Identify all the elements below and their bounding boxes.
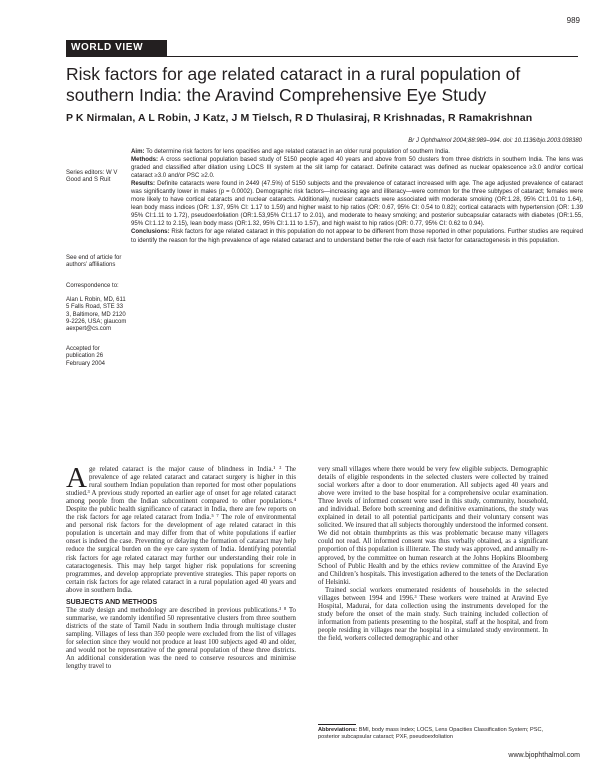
abstract	[131, 148, 583, 245]
body-paragraph: very small villages where there would be very few eligible subjects. Demographic details of eligible respondents in the selected clusters were collected by trained social workers after a door to door enumeration. All subjects aged 40 years and above were invited to the base hospital for a comprehensive ocular examination. Three levels of informed consent were used in this study, community, household, and individual. Before both screening and definitive examinations, the study was explained in detail to all potential participants and their voluntary consent was solicited. We insured that all subjects thoroughly understood the informed consent. We did not obtain thumbprints as this was problematic because many villagers could not read. All informed consent was thus verbally obtained, as a significant proportion of this population is illiterate. The study was approved, and annually re-approved, by the committee on human research at the Johns Hopkins Bloomberg School of Public Health and by the ethics review committee of the Aravind Eye and Children’s hospitals. This investigation adhered to the tenets of the Declaration of Helsinki.	[318, 466, 548, 586]
abstract-methods-label: Methods:	[131, 156, 159, 164]
correspondence-address: Alan L Robin, MD, 6115 Falls Road, STE 333, Baltimore, MD 21209-2226, USA; glaucomaexpert@cs.com	[66, 297, 127, 333]
methods-paragraph: The study design and methodology are described in previous publications.³ ⁸ To summarise, we randomly identified 50 representative clusters from three southern districts of the state of Tamil Nadu in southern India through multistage cluster sampling. Villages of less than 350 people were excluded from the list of villages for selection since they would not produce at least 100 subjects aged 40 and older, and would not be representative of the general population of these three districts. An additional consideration was the need to conserve resources and minimise lengthy travel to	[66, 606, 296, 671]
abbreviations-text: BMI, body mass index; LOCS, Lens Opacities Classification System; PSC, posterior subcapsular cataract; PXF, pseudoexfoliation	[318, 727, 544, 740]
citation-line: Br J Ophthalmol 2004;88:989–994. doi: 10.1136/bjo.2003.038380	[408, 138, 582, 144]
section-heading: SUBJECTS AND METHODS	[66, 598, 158, 606]
abstract-results-label: Results:	[131, 180, 156, 188]
author-list: P K Nirmalan, A L Robin, J Katz, J M Tielsch, R D Thulasiraj, R Krishnadas, R Ramakrishnan	[66, 112, 533, 124]
abstract-conclusions: Risk factors for age related cataract in this population do not appear to be different from those reported in other populations. Further studies are required to identify the reason for the high prevalence of age related cataract and to understand better the role of each risk factor for cataractogenesis in this population.	[131, 228, 583, 244]
abstract-results: Definite cataracts were found in 2449 (47.5%) of 5150 subjects and the prevalence of cataract increased with age. The age adjusted prevalence of cataract was significantly lower in males (p = 0.0002). Demographic risk factors—increasing age and illiteracy—were common for the three subtypes of cataract; females were more likely to have cortical cataracts and nuclear cataracts. Additionally, nuclear cataracts were associated with moderate smoking (OR:1.28, 95% CI:1.01 to 1.64), lean body mass indices (OR: 1.37, 95% CI: 1.17 to 1.59) and higher waist to hip ratios (OR: 0.67, 95% CI: 0.54 to 0.82); cortical cataracts with hypertension (OR: 1.39 95% CI:1.11 to 1.72), pseudoexfoliation (OR:1.53,95% CI:1.17 to 2.01), and moderate to heavy smoking; and posterior subcapsular cataracts with diabetes (OR:1.55, 95% CI:1.12 to 2.15), lean body mass (OR:1.32, 95% CI:1.11 to 1.57), and high waist to hip ratios (OR: 0.77, 95% CI: 0.62 to 0.94).	[131, 180, 583, 228]
affiliations-note: See end of article for authors’ affiliations	[66, 255, 122, 269]
intro-paragraph: ge related cataract is the major cause of blindness in India.¹ ² The prevalence of age related cataract and cataract surgery is higher in this rural southern Indian population than reported for most other populations studied.³ A previous study reported an earlier age of onset for age related cataract among people from the Indian subcontinent compared to other populations.⁴ Despite the public health significance of cataract in India, there are few reports on the risk factors for age related cataract from India.⁵ ⁷ The role of environmental and personal risk factors for the development of age related cataract in this population is uncertain and may differ from that of white populations if earlier onset is indeed the case. Preventing or delaying the formation of cataract may help reduce the surgical burden on the eye care system of India. Identifying potential risk factors for age related cataract may further our understanding their role in cataractogenesis. This may help target higher risk populations for screening programmes, and develop appropriate preventive strategies. This paper reports on certain risk factors for age related cataract in a rural population aged 40 years and above in southern India.	[66, 466, 296, 594]
drop-cap: A	[66, 462, 87, 494]
journal-website: www.bjophthalmol.com	[508, 752, 580, 759]
body-paragraph: Trained social workers enumerated residents of households in the selected villages between 1994 and 1996.³ These workers were trained at Aravind Eye Hospital, Madurai, for data collection using the instruments developed for the study before the onset of the main study. Such training included collection of information from patients presenting to the hospital, staff at the hospital, and from people residing in villages near the hospital in a simulated study environment. In the field, workers collected demographic and other	[318, 586, 548, 642]
body-column-left	[66, 462, 296, 671]
abbreviations-label: Abbreviations:	[318, 727, 358, 733]
abstract-aim-label: Aim:	[131, 148, 145, 155]
section-label: WORLD VIEW	[66, 40, 167, 56]
abbreviations-note	[318, 727, 548, 741]
article-title: Risk factors for age related cataract in a rural population of southern India: the Aravind Comprehensive Eye Study	[66, 64, 521, 105]
correspondence-label: Correspondence to:	[66, 283, 119, 289]
page-number: 989	[566, 16, 580, 25]
footnote-divider	[318, 724, 356, 725]
body-column-right	[318, 466, 548, 643]
abstract-methods: A cross sectional population based study of 5150 people aged 40 years and above from 50 clusters from three districts in southern India. The lens was graded and classified after dilation using LOCS III system at the slit lamp for cataract. Definite cataract was defined as nuclear opalescence ≥3.0 and/or cortical cataract ≥3.0 and/or PSC ≥2.0.	[131, 156, 584, 180]
accepted-date: Accepted for publication 26 February 2004	[66, 346, 106, 367]
series-editors-note: Series editors: W V Good and S Ruit	[66, 170, 118, 184]
section-divider	[66, 56, 578, 57]
abstract-aim: To determine risk factors for lens opacities and age related cataract in an older rural population of southern India.	[146, 148, 450, 155]
abstract-conclusions-label: Conclusions:	[131, 228, 170, 236]
